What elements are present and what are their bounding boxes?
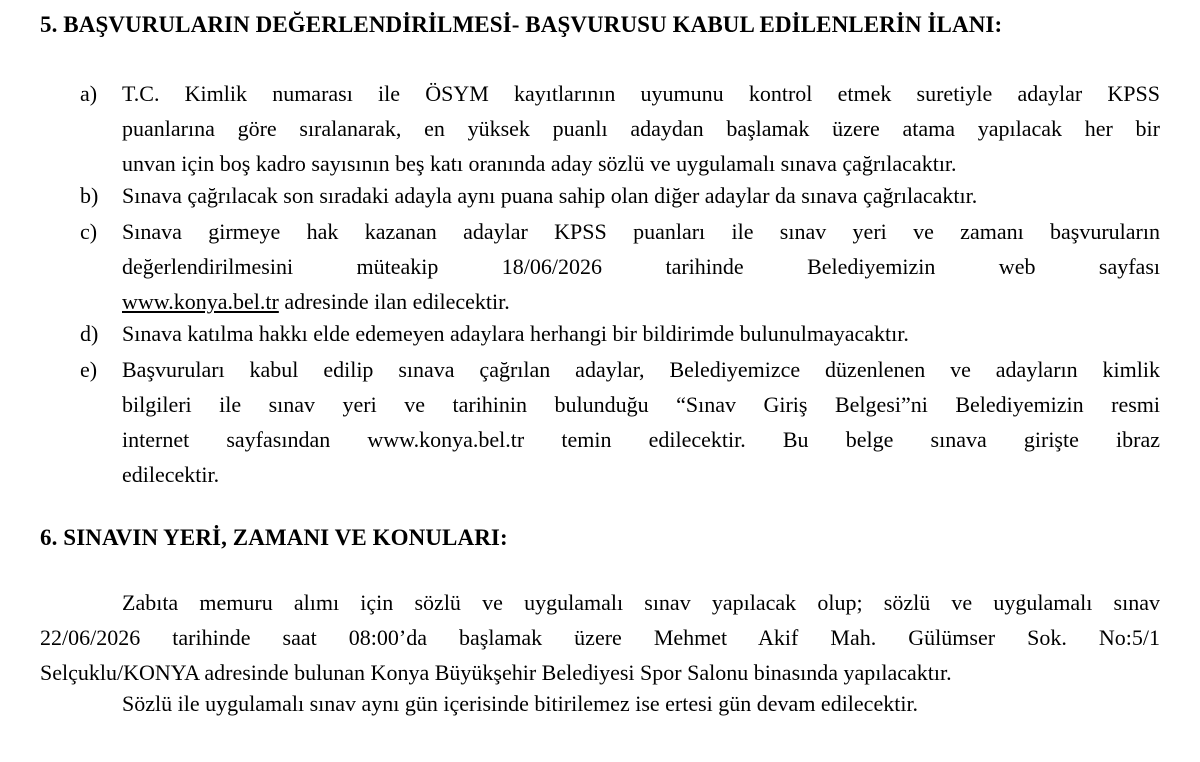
list-item-b: [80, 178, 1160, 213]
section-6-heading: 6. SINAVIN YERİ, ZAMANI VE KONULARI:: [40, 525, 508, 550]
text-line: 22/06/2026 tarihinde saat 08:00’da başlamak üzere Mehmet Akif Mah. Gülümser Sok. No:5/1: [40, 625, 1160, 650]
list-marker: b): [80, 183, 99, 208]
text-line: değerlendirilmesini müteakip 18/06/2026 tarihinde Belediyemizin web sayfası: [122, 254, 1160, 279]
list-item-a: [80, 76, 1160, 181]
list-marker: c): [80, 219, 98, 244]
text-line: Sınava girmeye hak kazanan adaylar KPSS puanları ile sınav yeri ve zamanı başvuruların: [122, 219, 1160, 244]
list-item-c: [80, 214, 1160, 319]
text-line: edilecektir.: [122, 462, 220, 487]
text-line: Sınava katılma hakkı elde edemeyen adaylara herhangi bir bildirimde bulunulmayacaktır.: [122, 321, 909, 346]
section-5-heading: 5. BAŞVURULARIN DEĞERLENDİRİLMESİ- BAŞVURUSU KABUL EDİLENLERİN İLANI:: [40, 12, 1003, 37]
website-link[interactable]: www.konya.bel.tr: [122, 289, 279, 314]
text-line: bilgileri ile sınav yeri ve tarihinin bulunduğu “Sınav Giriş Belgesi”ni Belediyemizin resmi: [122, 392, 1160, 417]
text-line: [122, 284, 1160, 319]
text-line: puanlarına göre sıralanarak, en yüksek puanlı adaydan başlamak üzere atama yapılacak her bir: [122, 116, 1160, 141]
text-line: Sözlü ile uygulamalı sınav aynı gün içerisinde bitirilemez ise ertesi gün devam edilecektir.: [122, 691, 919, 716]
list-marker: e): [80, 357, 98, 382]
text-line: unvan için boş kadro sayısının beş katı oranında aday sözlü ve uygulamalı sınava çağrılacaktır.: [122, 151, 957, 176]
list-marker: a): [80, 81, 98, 106]
list-marker: d): [80, 321, 99, 346]
text-line: Selçuklu/KONYA adresinde bulunan Konya Büyükşehir Belediyesi Spor Salonu binasında yapılacaktır.: [40, 660, 952, 685]
text-line: T.C. Kimlik numarası ile ÖSYM kayıtlarının uyumunu kontrol etmek suretiyle adaylar KPSS: [122, 81, 1160, 106]
section-6-paragraph-1: [40, 585, 1160, 690]
text-line: Başvuruları kabul edilip sınava çağrılan adaylar, Belediyemizce düzenlenen ve adayların kimlik: [122, 357, 1160, 382]
text-line: Sınava çağrılacak son sıradaki adayla aynı puana sahip olan diğer adaylar da sınava çağrılacaktır.: [122, 183, 978, 208]
text-fragment: adresinde ilan edilecektir.: [278, 289, 510, 314]
list-item-e: [80, 352, 1160, 492]
list-item-d: [80, 316, 1160, 351]
text-line: Zabıta memuru alımı için sözlü ve uygulamalı sınav yapılacak olup; sözlü ve uygulamalı sınav: [122, 590, 1160, 615]
text-line: internet sayfasından www.konya.bel.tr temin edilecektir. Bu belge sınava girişte ibraz: [122, 427, 1160, 452]
section-6-paragraph-2: [40, 686, 1160, 721]
